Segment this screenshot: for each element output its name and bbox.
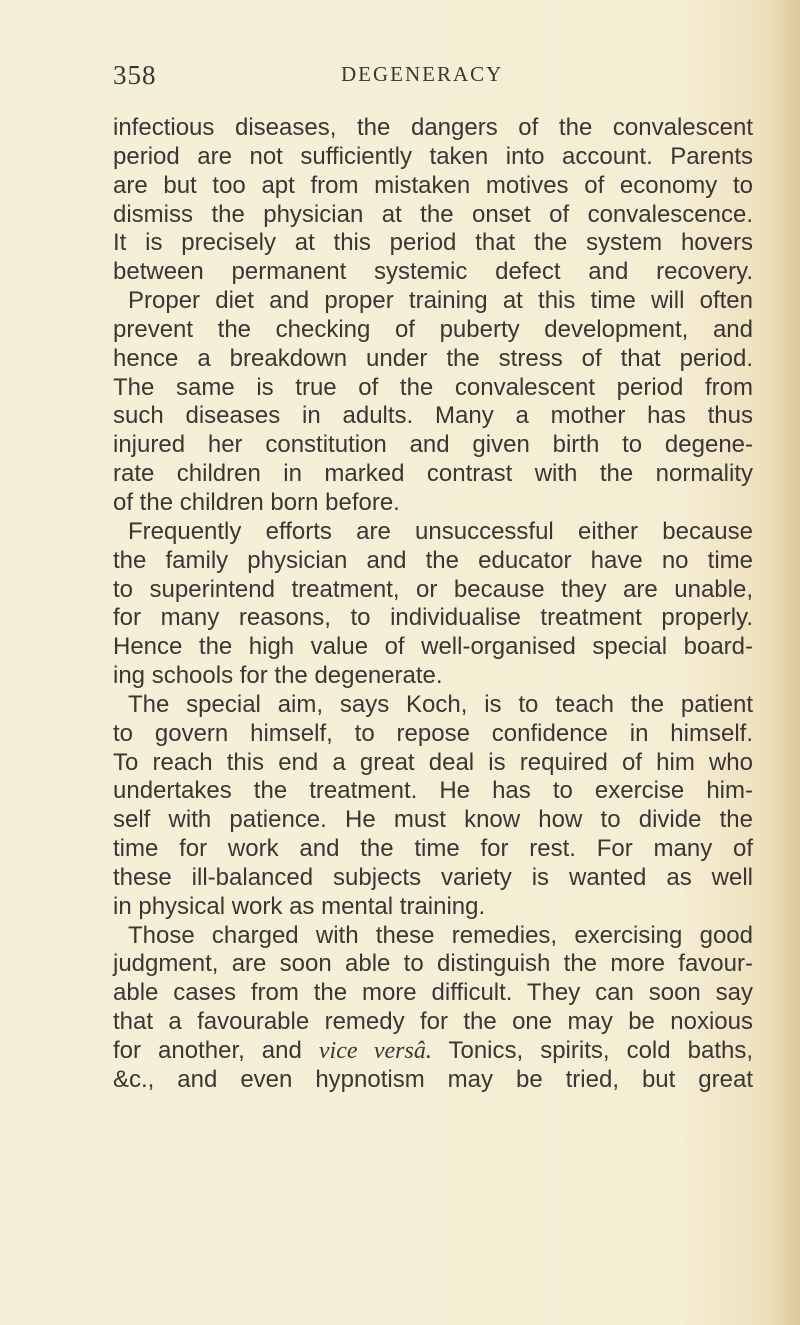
text-segment: for another, and [113,1037,302,1064]
text-line: such diseases in adults. Many a mother has thus [113,402,753,430]
text-line: It is precisely at this period that the system hovers [113,229,753,257]
page-edge-shading [772,0,800,1325]
text-line: to govern himself, to repose confidence in himself. [113,719,753,747]
text-line: between permanent systemic defect and recovery. [113,258,753,286]
italic-phrase: vice versâ. [318,1038,432,1064]
paragraph-start: Frequently efforts are unsuccessful either because [128,517,753,545]
text-line: the family physician and the educator have no time [113,546,753,574]
text-line: &c., and even hypnotism may be tried, but great [113,1065,753,1093]
text-line: undertakes the treatment. He has to exercise him- [113,777,753,805]
text-line: Hence the high value of well-organised special board- [113,633,753,661]
text-line: The same is true of the convalescent period from [113,373,753,401]
paragraph-start: Those charged with these remedies, exercising good [128,921,753,949]
text-line: these ill-balanced subjects variety is wanted as well [113,863,753,891]
text-line-with-italic [113,1037,753,1066]
text-line: infectious diseases, the dangers of the convalescent [113,114,753,141]
text-segment: Tonics, spirits, cold baths, [448,1037,754,1064]
text-line: for many reasons, to individualise treatment properly. [113,604,753,632]
text-line: are but too apt from mistaken motives of economy to [113,171,753,199]
text-line: rate children in marked contrast with the normality [113,460,753,488]
text-line: self with patience. He must know how to divide the [113,806,753,834]
text-line: To reach this end a great deal is required of him who [113,748,753,776]
running-title: DEGENERACY [341,62,504,86]
text-line: prevent the checking of puberty development, and [113,315,753,343]
text-line: time for work and the time for rest. For many of [113,835,753,863]
text-line: in physical work as mental training. [113,892,486,920]
page-number: 358 [113,60,157,90]
text-line: hence a breakdown under the stress of that period. [113,344,753,372]
body-text [113,114,753,1095]
text-line: ing schools for the degenerate. [113,662,443,690]
text-line: to superintend treatment, or because they are unable, [113,575,753,603]
text-line: Proper diet and proper training at this time will often [128,287,753,315]
text-line: injured her constitution and given birth to degene- [113,431,753,459]
text-line: period are not sufficiently taken into account. Parents [113,142,753,170]
paragraph-start: The special aim, says Koch, is to teach the patient [128,690,753,718]
running-head [113,60,753,96]
text-line: dismiss the physician at the onset of convalescence. [113,200,753,228]
text-line: able cases from the more difficult. They can soon say [113,979,753,1007]
text-line: that a favourable remedy for the one may be noxious [113,1008,753,1036]
text-line: of the children born before. [113,488,400,516]
text-line: judgment, are soon able to distinguish the more favour- [113,950,753,978]
